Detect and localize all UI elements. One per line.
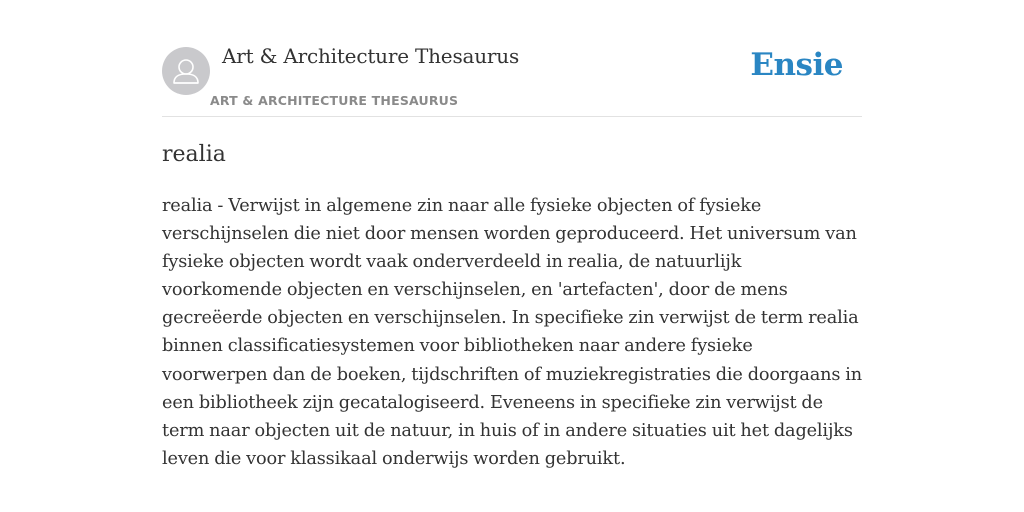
author-name-link[interactable]: Art & Architecture Thesaurus [222,44,520,68]
entry-definition: realia - Verwijst in algemene zin naar alle fysieke objecten of fysieke verschijnselen die niet door mensen worden geproduceerd. Het universum van fysieke objecten wordt vaak onderverdeeld in realia, de natuurlijk voorkomende objecten en verschijnselen, en 'artefacten', door de mens gecreëerde objecten en verschijnselen. In specifieke zin verwijst de term realia binnen classificatiesystemen voor bibliotheken naar andere fysieke voorwerpen dan de boeken, tijdschriften of muziekregistraties die doorgaans in een bibliotheek zijn gecatalogiseerd. Eveneens in specifieke zin verwijst de term naar objecten uit de natuur, in huis of in andere situaties uit het dagelijks leven die voor klassikaal onderwijs worden gebruikt. [162,196,863,469]
author-subtitle: ART & ARCHITECTURE THESAURUS [210,93,459,108]
ensie-logo-link[interactable]: Ensie [750,47,843,83]
user-avatar-icon[interactable] [162,47,210,95]
entry-title: realia [162,142,226,167]
page-container [162,0,863,469]
header [162,0,862,117]
